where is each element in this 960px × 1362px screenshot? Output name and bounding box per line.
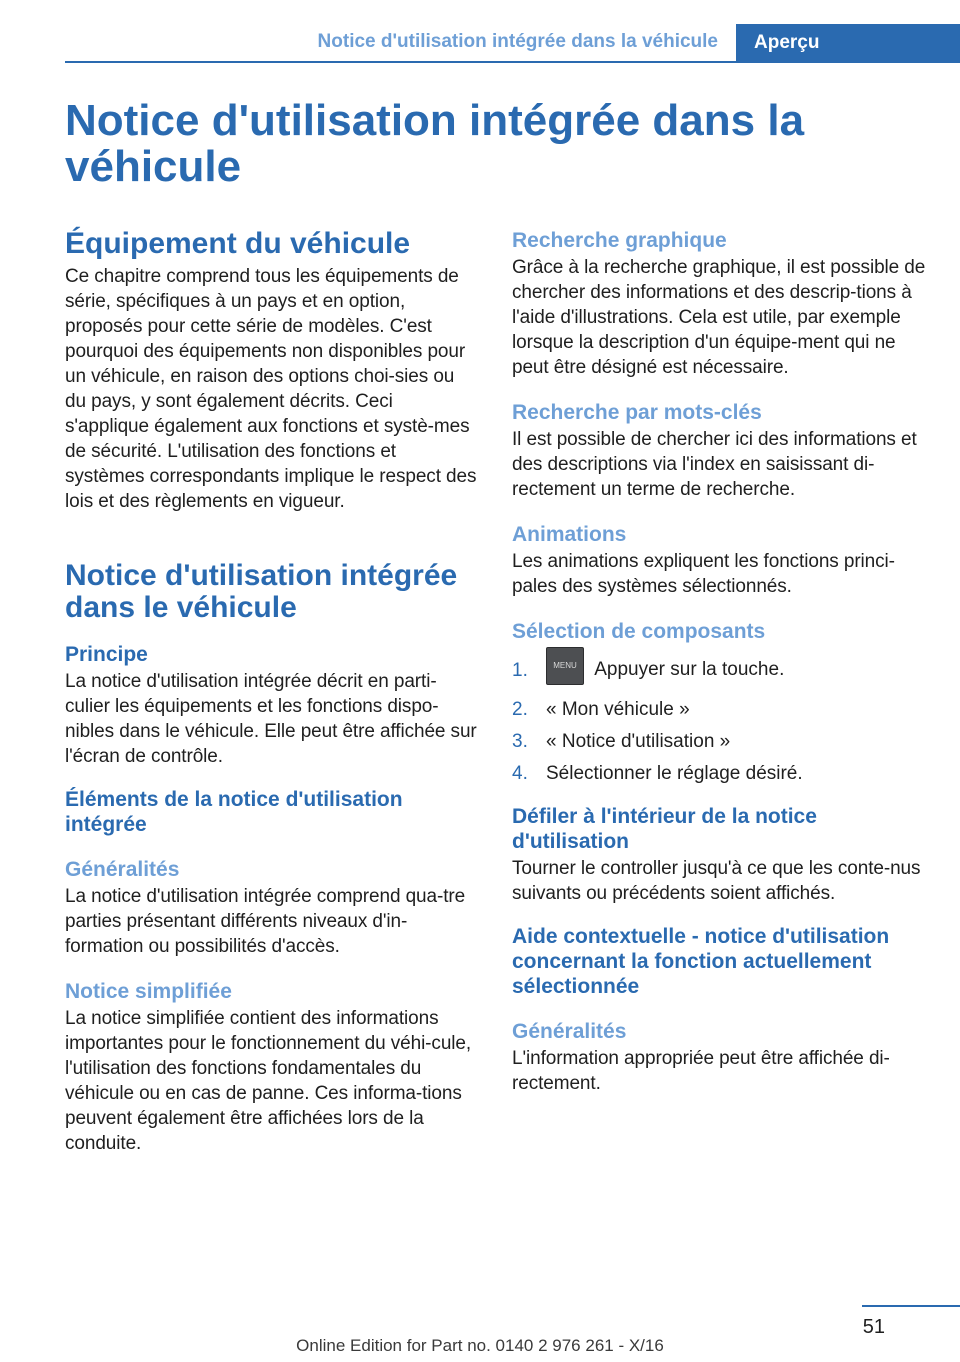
left-column: [65, 228, 479, 1156]
step-text: « Notice d'utilisation »: [546, 731, 731, 752]
paragraph-animations: Les animations expliquent les fonctions princi-pales des systèmes sélectionnés.: [512, 551, 895, 597]
section-title-equipement: Équipement du véhicule: [65, 227, 411, 260]
paragraph-equipement: Ce chapitre comprend tous les équipements de série, spécifiques à un pays et en option, proposés pour cette série de modèles. C'est pourquoi des équipements non disponibles pour un véhicule, en raison des options choi-sies ou du pays, y sont également décrits. Ceci s'applique également aux fonctions et systè-mes de sécurité. L'utilisation des fonctions et systèmes correspondants implique le respect des lois et des règlements en vigueur.: [65, 266, 477, 512]
subsubsection-title-generalites: Généralités: [65, 858, 180, 881]
subsubsection-title-simplifiee: Notice simplifiée: [65, 980, 232, 1003]
subsection-title-elements: Éléments de la notice d'utilisation intégrée: [65, 788, 403, 836]
section-title-notice: Notice d'utilisation intégrée dans le véhicule: [65, 559, 458, 624]
step-number: 1.: [512, 660, 528, 681]
page-number: 51: [862, 1316, 885, 1338]
subsection-title-defiler: Défiler à l'intérieur de la notice d'utilisation: [512, 805, 817, 853]
step-number: 4.: [512, 763, 528, 784]
list-item: [512, 650, 926, 690]
step-text: Sélectionner le réglage désiré.: [546, 763, 803, 784]
step-number: 3.: [512, 731, 528, 752]
page-header: [0, 0, 960, 62]
page-title: Notice d'utilisation intégrée dans la véhicule: [65, 96, 805, 191]
step-text: Appuyer sur la touche.: [594, 659, 785, 680]
paragraph-graphique: Grâce à la recherche graphique, il est possible de chercher des informations et des descrip-tions à l'aide d'illustrations. Cela est utile, par exemple lorsque la description d'un équipe-ment qui ne peut être désigné est nécessaire.: [512, 257, 926, 378]
paragraph-motscles: Il est possible de chercher ici des informations et des descriptions via l'index en saisissant di-rectement un terme de recherche.: [512, 429, 917, 500]
subsection-title-principe: Principe: [65, 643, 148, 666]
paragraph-principe: La notice d'utilisation intégrée décrit en parti-culier les équipements et les fonctions dispo-nibles dans le véhicule. Elle peut être affichée sur l'écran de contrôle.: [65, 671, 477, 767]
footer-edition: Online Edition for Part no. 0140 2 976 261 - X/16: [296, 1336, 664, 1355]
paragraph-generalites: La notice d'utilisation intégrée comprend qua-tre parties présentant différents niveaux d'in-formation ou possibilités d'accès.: [65, 886, 466, 957]
subsection-title-aide: Aide contextuelle - notice d'utilisation concernant la fonction actuellement sélectionnée: [512, 925, 890, 998]
subsubsection-title-motscles: Recherche par mots-clés: [512, 401, 762, 424]
subsubsection-title-composants: Sélection de composants: [512, 620, 766, 643]
list-item: [512, 761, 926, 786]
list-item: [512, 697, 926, 722]
steps-list: [512, 650, 926, 786]
subsubsection-title-animations: Animations: [512, 523, 627, 546]
menu-button-icon: MENU: [546, 647, 584, 685]
header-section-title: Notice d'utilisation intégrée dans la véhicule: [317, 31, 718, 52]
footer-rule: [862, 1305, 960, 1307]
header-rule: [65, 61, 960, 63]
list-item: [512, 729, 926, 754]
step-number: 2.: [512, 699, 528, 720]
step-text: « Mon véhicule »: [546, 699, 690, 720]
paragraph-defiler: Tourner le controller jusqu'à ce que les conte-nus suivants ou précédents soient affichés.: [512, 858, 921, 904]
right-column: [512, 228, 926, 1096]
paragraph-simplifiee: La notice simplifiée contient des informations importantes pour le fonctionnement du véhi-cule, l'utilisation des fonctions fondamentales du véhicule ou en cas de panne. Ces informa-tions peuvent également être affichées lors de la conduite.: [65, 1008, 472, 1154]
subsubsection-title-generalites-2: Généralités: [512, 1020, 627, 1043]
header-chapter-tab: Aperçu: [736, 24, 960, 62]
paragraph-generalites-2: L'information appropriée peut être affichée di-rectement.: [512, 1048, 890, 1094]
subsubsection-title-graphique: Recherche graphique: [512, 229, 727, 252]
